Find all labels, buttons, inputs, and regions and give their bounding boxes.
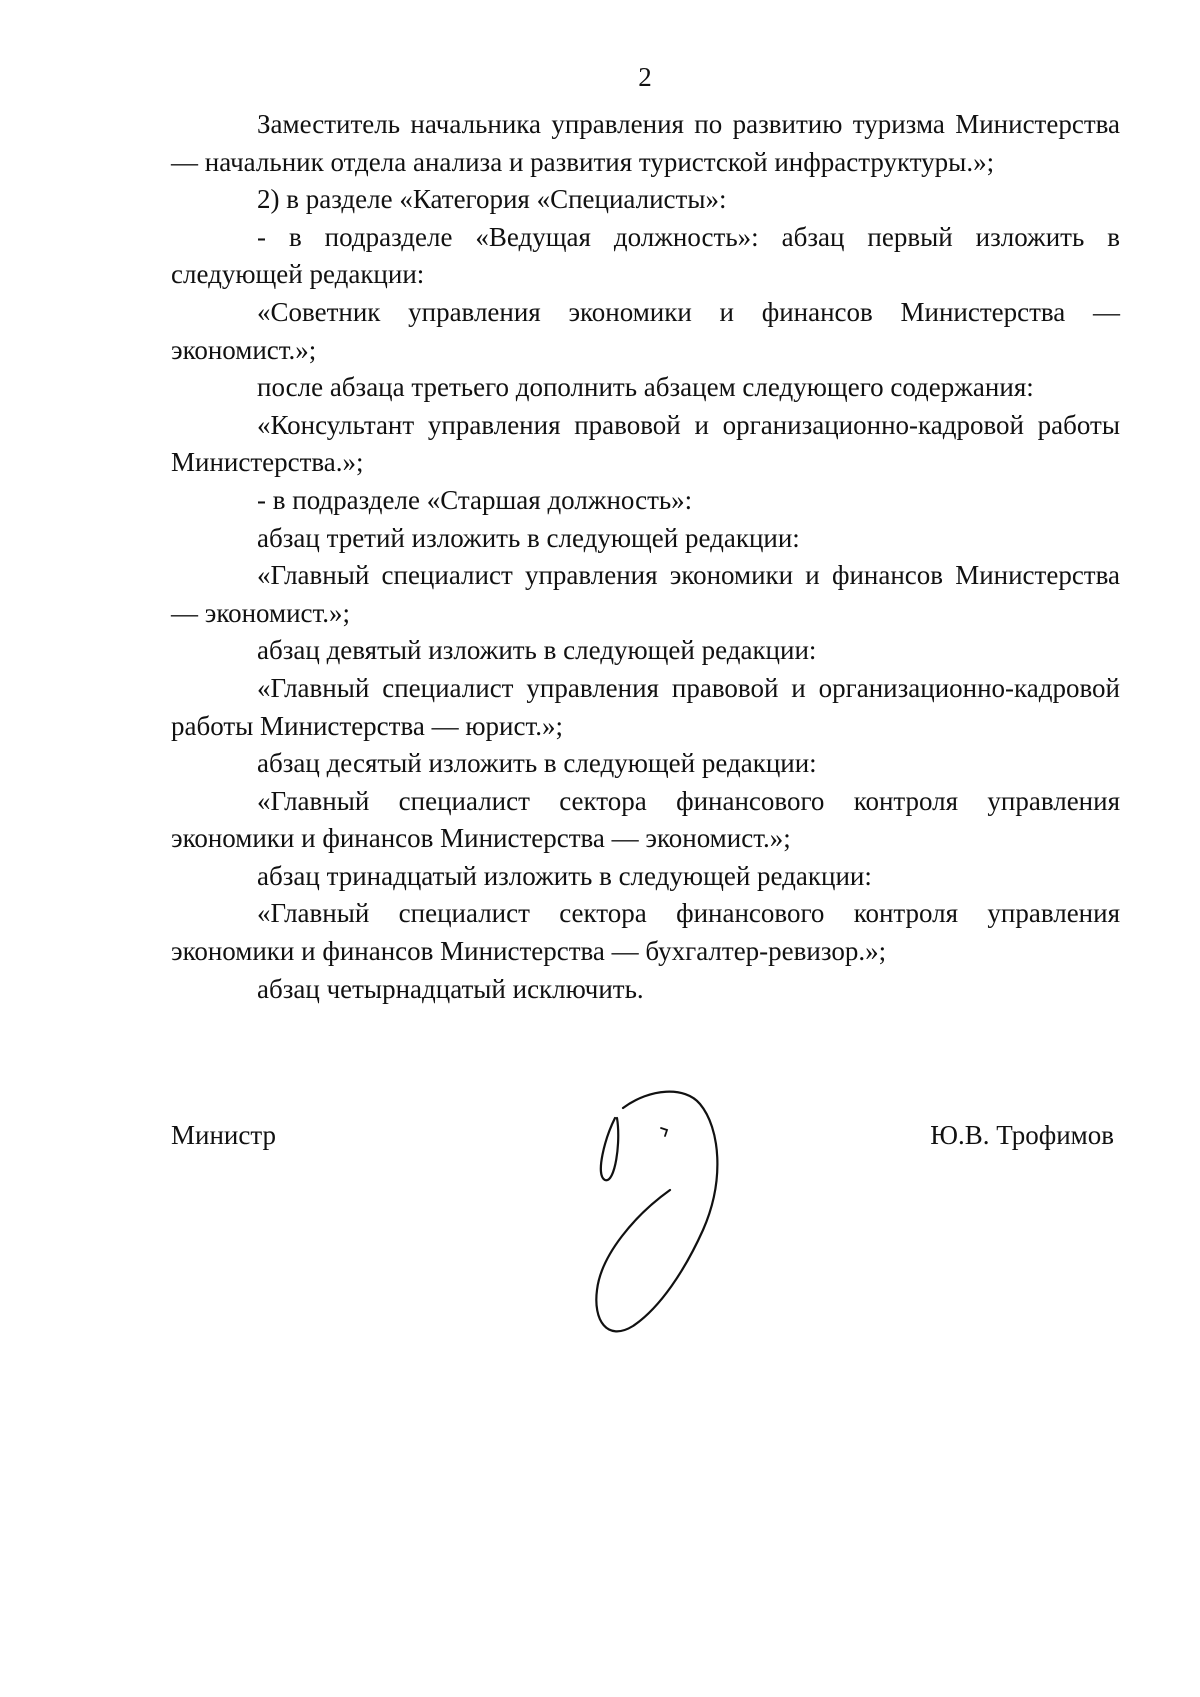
paragraph: - в подразделе «Старшая должность»: xyxy=(257,484,693,515)
paragraph: абзац тринадцатый изложить в следующей редакции: xyxy=(257,860,872,891)
paragraph: «Главный специалист управления экономики и финансов Министерства — экономист.»; xyxy=(171,560,1120,628)
paragraph: «Главный специалист сектора финансового контроля управления экономики и финансов Министерства — экономист.»; xyxy=(171,785,1120,854)
document-body xyxy=(171,106,1120,1008)
paragraph: Заместитель начальника управления по развитию туризма Министерства — начальник отдела анализа и развития туристской инфраструктуры.»; xyxy=(171,109,1120,177)
paragraph: «Главный специалист управления правовой и организационно-кадровой работы Министерства — юрист.»; xyxy=(171,672,1120,741)
paragraph: после абзаца третьего дополнить абзацем следующего содержания: xyxy=(257,372,1034,403)
paragraph: - в подразделе «Ведущая должность»: абзац первый изложить в следующей редакции: xyxy=(171,221,1120,290)
paragraph: «Советник управления экономики и финансов Министерства — экономист.»; xyxy=(171,296,1120,365)
handwritten-signature xyxy=(575,1070,755,1350)
paragraph: абзац девятый изложить в следующей редакции: xyxy=(257,635,817,666)
signatory-title: Министр xyxy=(171,1120,276,1150)
paragraph: абзац третий изложить в следующей редакции: xyxy=(257,522,800,553)
paragraph: «Консультант управления правовой и организационно-кадровой работы Министерства.»; xyxy=(171,409,1120,478)
paragraph: 2) в разделе «Категория «Специалисты»: xyxy=(257,184,727,215)
paragraph: абзац десятый изложить в следующей редакции: xyxy=(257,748,817,779)
signatory-name: Ю.В. Трофимов xyxy=(930,1120,1114,1150)
paragraph: абзац четырнадцатый исключить. xyxy=(257,973,644,1004)
page-number: 2 xyxy=(638,62,652,92)
paragraph: «Главный специалист сектора финансового контроля управления экономики и финансов Министерства — бухгалтер-ревизор.»; xyxy=(171,898,1120,967)
